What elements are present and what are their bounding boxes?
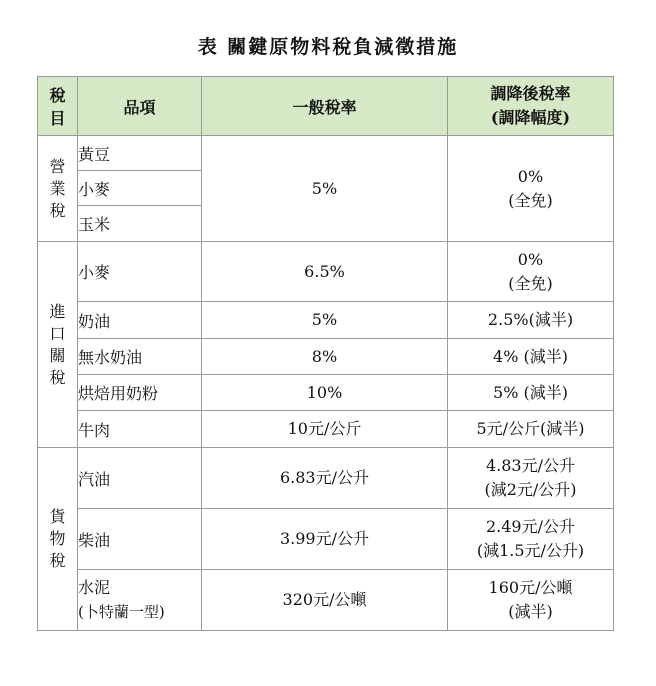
- item-cell: 柴油: [78, 509, 202, 570]
- reduced-rate-cell: 2.49元/公升 (減1.5元/公升): [448, 509, 614, 570]
- general-rate-cell: 5%: [202, 302, 448, 339]
- item-cell: 小麥: [78, 171, 202, 206]
- general-rate-cell: 5%: [202, 136, 448, 242]
- table-row: [38, 411, 614, 448]
- reduced-rate-cell: 5元/公斤(減半): [448, 411, 614, 448]
- item-cell: 玉米: [78, 206, 202, 242]
- header-row: [38, 77, 614, 136]
- table-row: [38, 570, 614, 631]
- table-row: [38, 509, 614, 570]
- reduced-rate-cell: 2.5%(減半): [448, 302, 614, 339]
- general-rate-cell: 10%: [202, 375, 448, 411]
- general-rate-cell: 10元/公斤: [202, 411, 448, 448]
- reduced-rate-cell: 0% (全免): [448, 242, 614, 302]
- tax-reduction-table: [37, 76, 614, 631]
- item-cell: 牛肉: [78, 411, 202, 448]
- table-row: [38, 302, 614, 339]
- header-reduced-rate: 調降後稅率 (調降幅度): [448, 77, 614, 136]
- item-cell: 汽油: [78, 448, 202, 509]
- reduced-rate-cell: 160元/公噸 (減半): [448, 570, 614, 631]
- table-row: [38, 242, 614, 302]
- header-category: 稅 目: [38, 77, 78, 136]
- table-row: [38, 339, 614, 375]
- table-title: 表 關鍵原物料稅負減徵措施: [197, 36, 459, 58]
- table-row: [38, 448, 614, 509]
- table-row: [38, 136, 614, 171]
- category-commodity-tax: 貨 物 稅: [38, 448, 78, 631]
- general-rate-cell: 8%: [202, 339, 448, 375]
- item-cell: 烘焙用奶粉: [78, 375, 202, 411]
- header-item: 品項: [78, 77, 202, 136]
- reduced-rate-cell: 5% (減半): [448, 375, 614, 411]
- general-rate-cell: 320元/公噸: [202, 570, 448, 631]
- general-rate-cell: 6.83元/公升: [202, 448, 448, 509]
- item-cell: 無水奶油: [78, 339, 202, 375]
- header-general-rate: 一般稅率: [202, 77, 448, 136]
- table-row: [38, 375, 614, 411]
- item-cell: 水泥 (卜特蘭一型): [78, 570, 202, 631]
- general-rate-cell: 3.99元/公升: [202, 509, 448, 570]
- general-rate-cell: 6.5%: [202, 242, 448, 302]
- category-business-tax: 營 業 稅: [38, 136, 78, 242]
- item-cell: 奶油: [78, 302, 202, 339]
- reduced-rate-cell: 4% (減半): [448, 339, 614, 375]
- reduced-rate-cell: 0% (全免): [448, 136, 614, 242]
- category-import-duty: 進 口 關 稅: [38, 242, 78, 448]
- item-cell: 小麥: [78, 242, 202, 302]
- reduced-rate-cell: 4.83元/公升 (減2元/公升): [448, 448, 614, 509]
- item-cell: 黃豆: [78, 136, 202, 171]
